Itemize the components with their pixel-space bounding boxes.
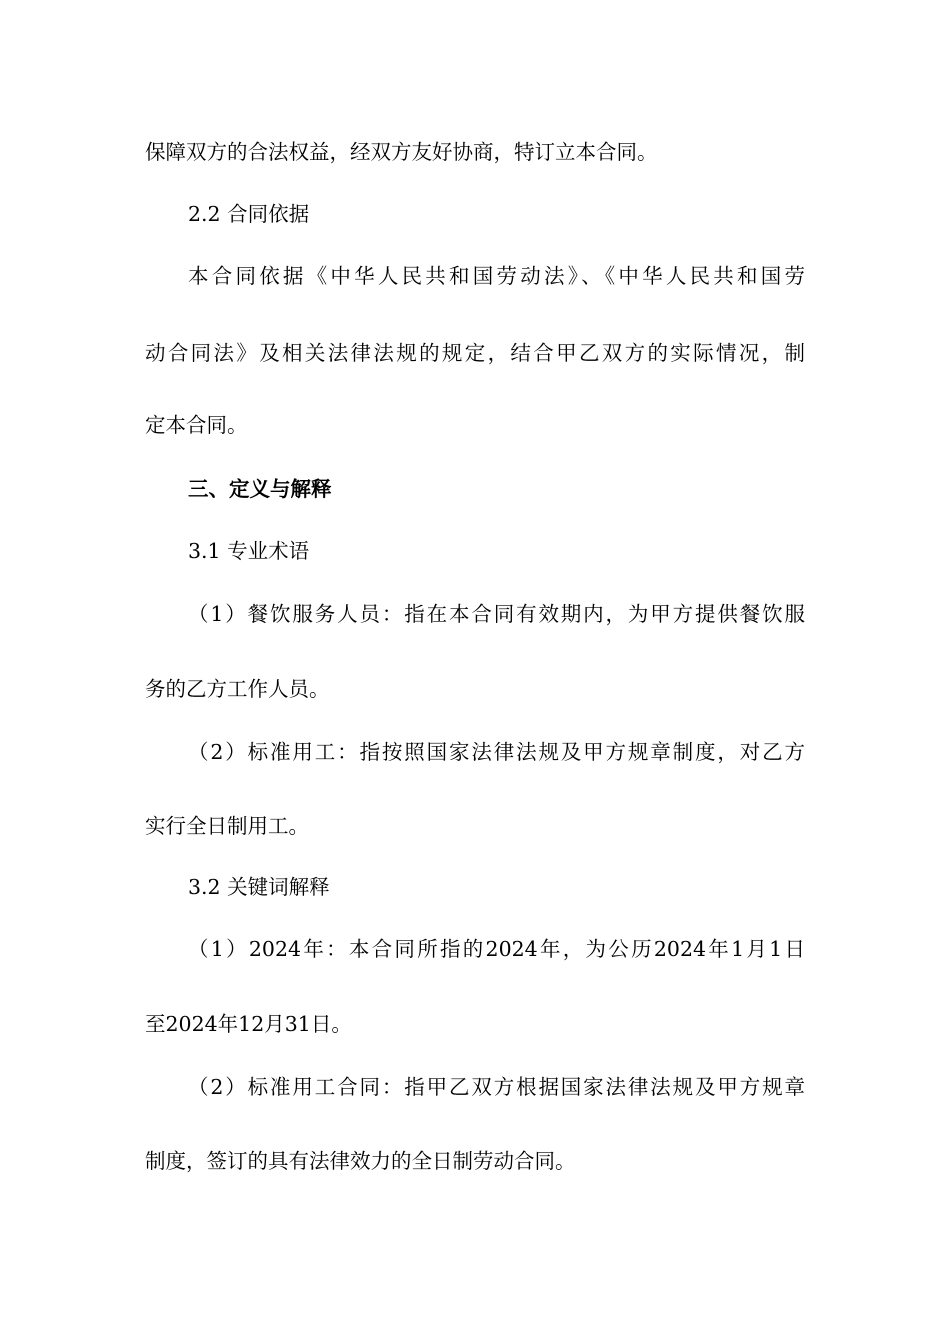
paragraph-line-4: 动合同法》及相关法律法规的规定，结合甲乙双方的实际情况，制 — [145, 341, 805, 365]
paragraph-line-15: （2）标准用工合同：指甲乙双方根据国家法律法规及甲方规章 — [188, 1075, 805, 1099]
section-heading-2-2: 2.2 合同依据 — [188, 202, 310, 226]
paragraph-line-11: 实行全日制用工。 — [145, 814, 309, 838]
paragraph-line-14: 至2024年12月31日。 — [145, 1012, 352, 1036]
paragraph-line-8: （1）餐饮服务人员：指在本合同有效期内，为甲方提供餐饮服 — [188, 602, 805, 626]
paragraph-line-10: （2）标准用工：指按照国家法律法规及甲方规章制度，对乙方 — [188, 740, 805, 764]
paragraph-line-1: 保障双方的合法权益，经双方友好协商，特订立本合同。 — [145, 140, 658, 164]
paragraph-line-5: 定本合同。 — [145, 413, 248, 437]
paragraph-line-13: （1）2024年：本合同所指的2024年，为公历2024年1月1日 — [188, 937, 805, 961]
section-heading-3-1: 3.1 专业术语 — [188, 539, 310, 563]
chapter-heading-3: 三、定义与解释 — [188, 477, 332, 501]
section-heading-3-2: 3.2 关键词解释 — [188, 875, 330, 899]
paragraph-line-16: 制度，签订的具有法律效力的全日制劳动合同。 — [145, 1149, 576, 1173]
paragraph-line-9: 务的乙方工作人员。 — [145, 677, 330, 701]
paragraph-line-3: 本合同依据《中华人民共和国劳动法》、《中华人民共和国劳 — [188, 264, 805, 288]
